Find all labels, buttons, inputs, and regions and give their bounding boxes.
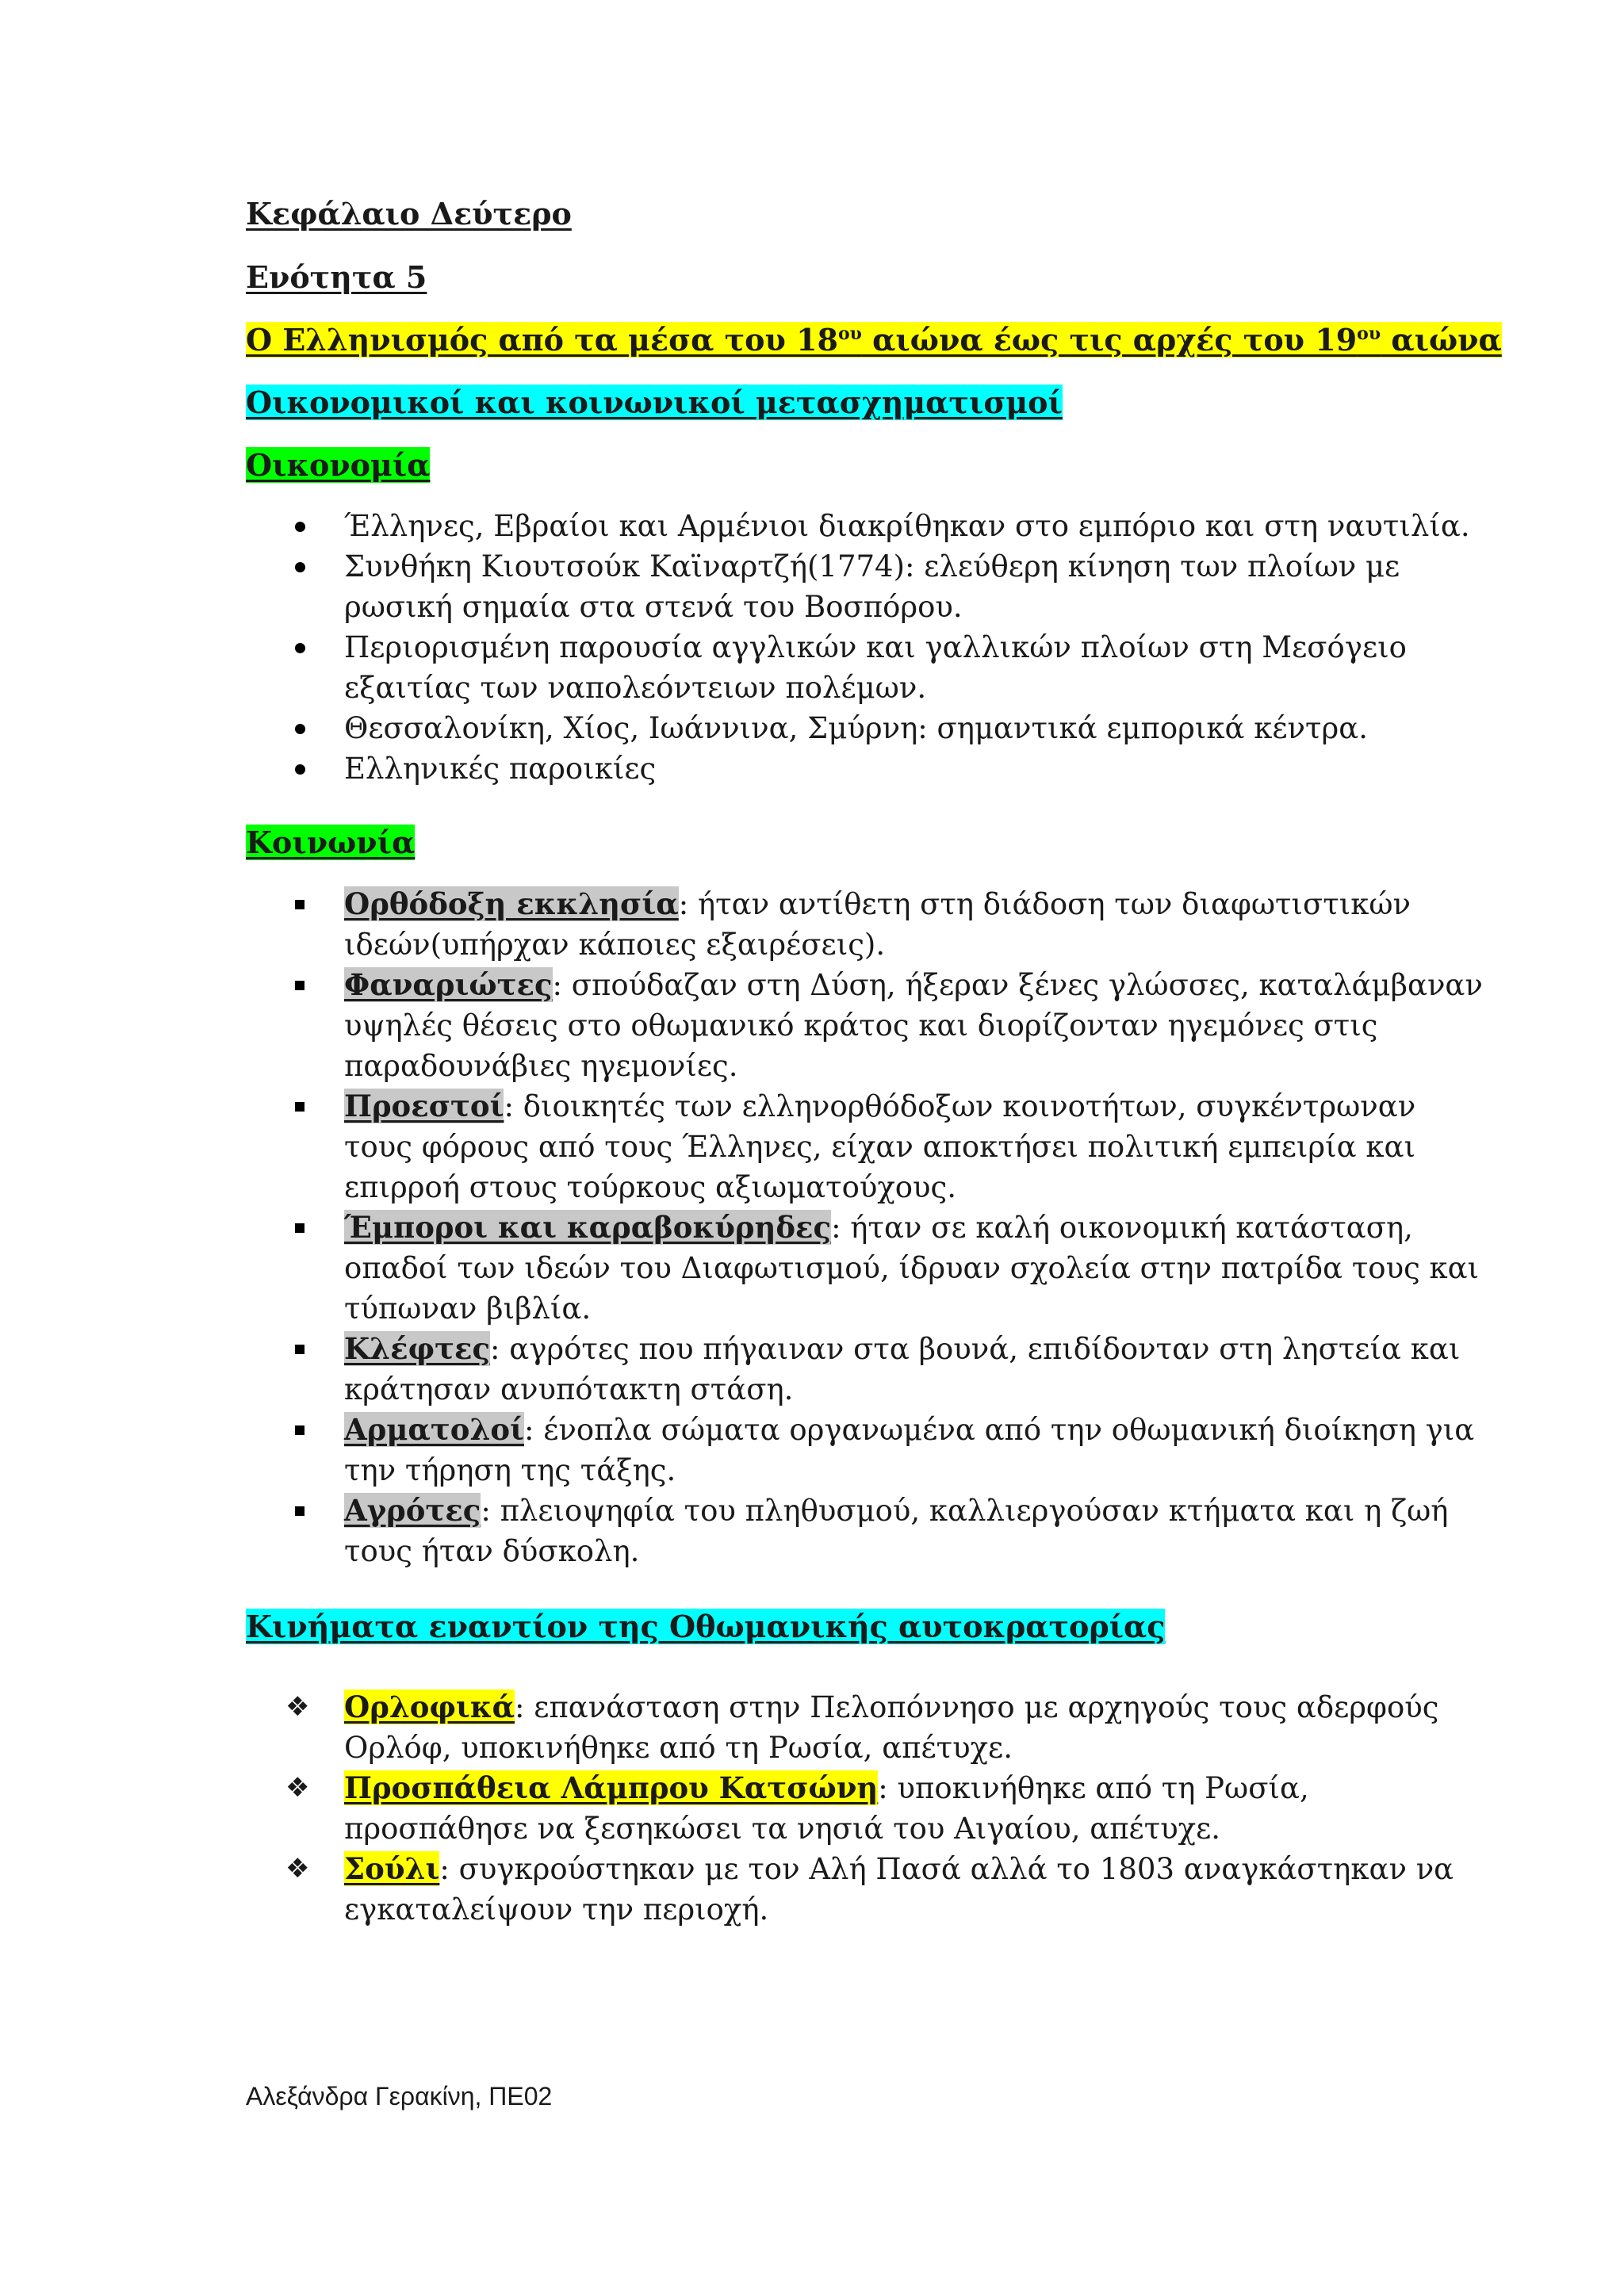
term-label: Αρματολοί xyxy=(344,1412,524,1447)
list-item: Ελληνικές παροικίες xyxy=(344,752,657,786)
list-item: Αρματολοί: ένοπλα σώματα οργανωμένα από την οθωμανική διοίκηση για την τήρηση της τάξης. xyxy=(344,1412,1475,1487)
term-label: Προσπάθεια Λάμπρου Κατσώνη xyxy=(344,1770,879,1805)
list-item: Έμποροι και καραβοκύρηδες: ήταν σε καλή οικονομική κατάσταση, οπαδοί των ιδεών του Διαφωτισμού, ίδρυαν σχολεία στην πατρίδα τους και τύπωναν βιβλία. xyxy=(344,1210,1480,1326)
list-item: Θεσσαλονίκη, Χίος, Ιωάννινα, Σμύρνη: σημαντικά εμπορικά κέντρα. xyxy=(344,711,1369,745)
list-item: Αγρότες: πλειοψηφία του πληθυσμού, καλλιεργούσαν κτήματα και η ζωή τους ήταν δύσκολη. xyxy=(344,1493,1449,1568)
term-label: Έμποροι και καραβοκύρηδες xyxy=(344,1210,832,1245)
unit-heading: Ενότητα 5 xyxy=(246,259,427,295)
list-item: Φαναριώτες: σπούδαζαν στη Δύση, ήξεραν ξένες γλώσσες, καταλάμβαναν υψηλές θέσεις στο οθωμανικό κράτος και διορίζονταν ηγεμόνες στις παραδουνάβιες ηγεμονίες. xyxy=(344,967,1483,1083)
movements-list xyxy=(246,1687,1483,1930)
term-label: Κλέφτες xyxy=(344,1331,490,1366)
chapter-heading: Κεφάλαιο Δεύτερο xyxy=(246,196,572,232)
footer-author: Αλεξάνδρα Γερακίνη, ΠΕ02 xyxy=(246,2082,553,2110)
list-item: Ορθόδοξη εκκλησία: ήταν αντίθετη στη διάδοση των διαφωτιστικών ιδεών(υπήρχαν κάποιες εξαιρέσεις). xyxy=(344,886,1411,962)
movements-heading: Κινήματα εναντίον της Οθωμανικής αυτοκρατορίας xyxy=(246,1609,1166,1644)
list-item: ❖ Ορλοφικά: επανάσταση στην Πελοπόννησο με αρχηγούς τους αδερφούς Ορλόφ, υποκινήθηκε από τη Ρωσία, απέτυχε. xyxy=(246,1687,1483,1768)
list-item: Κλέφτες: αγρότες που πήγαιναν στα βουνά, επιδίδονταν στη ληστεία και κράτησαν ανυπότακτη στάση. xyxy=(344,1331,1461,1406)
economy-list xyxy=(246,506,1483,789)
main-title-highlight: Ο Ελληνισμός από τα μέσα του $18^{o\upsilon}$ αιώνα έως τις αρχές του $19^{o\upsilon}$ αιώνα xyxy=(246,322,1502,358)
list-item: Έλληνες, Εβραίοι και Αρμένιοι διακρίθηκαν στο εμπόριο και στη ναυτιλία. xyxy=(344,509,1470,543)
society-heading: Κοινωνία xyxy=(246,825,416,860)
diamond-bullet-icon: ❖ xyxy=(285,1772,310,1804)
main-title xyxy=(246,321,1502,359)
diamond-bullet-icon: ❖ xyxy=(285,1691,310,1723)
term-label: Προεστοί xyxy=(344,1089,504,1123)
term-label: Αγρότες xyxy=(344,1493,481,1528)
list-item: ❖ Προσπάθεια Λάμπρου Κατσώνη: υποκινήθηκε από τη Ρωσία, προσπάθησε να ξεσηκώσει τα νησιά του Αιγαίου, απέτυχε. xyxy=(246,1768,1483,1849)
term-label: Ορλοφικά xyxy=(344,1689,515,1724)
list-item: Προεστοί: διοικητές των ελληνορθόδοξων κοινοτήτων, συγκέντρωναν τους φόρους από τους Έλληνες, είχαν αποκτήσει πολιτική εμπειρία και επιρροή στους τούρκους αξιωματούχους. xyxy=(344,1089,1416,1204)
list-item: Περιορισμένη παρουσία αγγλικών και γαλλικών πλοίων στη Μεσόγειο εξαιτίας των ναπολεόντειων πολέμων. xyxy=(344,630,1407,705)
subtitle: Οικονομικοί και κοινωνικοί μετασχηματισμοί xyxy=(246,385,1063,420)
diamond-bullet-icon: ❖ xyxy=(285,1853,310,1885)
term-label: Φαναριώτες xyxy=(344,967,553,1002)
list-item: Συνθήκη Κιουτσούκ Καϊναρτζή(1774): ελεύθερη κίνηση των πλοίων με ρωσική σημαία στα στενά του Βοσπόρου. xyxy=(344,549,1400,624)
list-item: ❖ Σούλι: συγκρούστηκαν με τον Αλή Πασά αλλά το 1803 αναγκάστηκαν να εγκαταλείψουν την περιοχή. xyxy=(246,1849,1483,1930)
economy-heading: Οικονομία xyxy=(246,447,431,483)
society-list xyxy=(246,884,1483,1571)
term-label: Σούλι xyxy=(344,1851,440,1886)
term-label: Ορθόδοξη εκκλησία xyxy=(344,886,679,921)
